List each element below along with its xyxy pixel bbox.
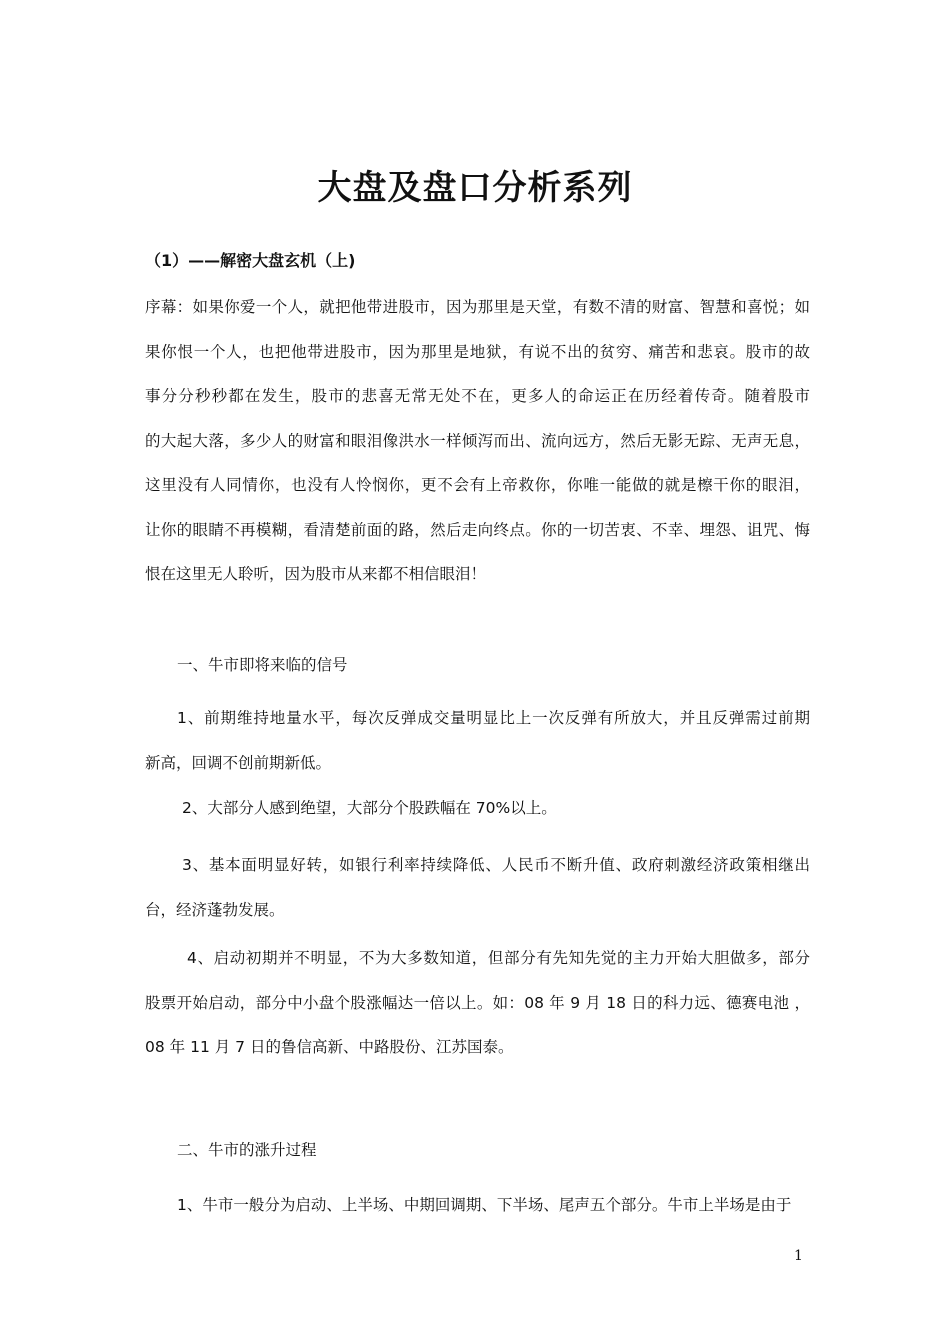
preface-line: 的大起大落，多少人的财富和眼泪像洪水一样倾泻而出、流向远方，然后无影无踪、无声无息， (145, 431, 810, 450)
document-title: 大盘及盘口分析系列 (317, 168, 633, 208)
page-number: 1 (794, 1248, 803, 1264)
paragraph-line: 台，经济蓬勃发展。 (145, 900, 285, 919)
preface-line: 果你恨一个人，也把他带进股市，因为那里是地狱，有说不出的贫穷、痛苦和悲哀。股市的故 (145, 342, 810, 361)
section-heading: 二、牛市的涨升过程 (177, 1141, 317, 1159)
section1-item2 (145, 786, 810, 831)
paragraph-line: 3、基本面明显好转，如银行利率持续降低、人民币不断升值、政府刺激经济政策相继出 (182, 856, 810, 874)
preface-line: 事分分秒秒都在发生，股市的悲喜无常无处不在，更多人的命运正在历经着传奇。随着股市 (145, 387, 810, 405)
paragraph-line: 4、启动初期并不明显，不为大多数知道，但部分有先知先觉的主力开始大胆做多，部分 (187, 949, 810, 967)
section-heading: 一、牛市即将来临的信号 (177, 656, 348, 674)
preface-line: 恨在这里无人聆听，因为股市从来都不相信眼泪！ (145, 565, 487, 583)
section1-item1 (145, 696, 810, 785)
paragraph-line: 1、前期维持地量水平，每次反弹成交量明显比上一次反弹有所放大，并且反弹需过前期 (177, 709, 810, 727)
preface-line: 这里没有人同情你，也没有人怜悯你，更不会有上帝救你，你唯一能做的就是檫干你的眼泪， (145, 476, 810, 494)
section2-item1 (145, 1183, 810, 1228)
section1-item3 (145, 843, 810, 932)
preface-paragraph (145, 285, 810, 597)
document-subtitle: （1）——解密大盘玄机（上) (145, 251, 356, 270)
paragraph-line: 股票开始启动，部分中小盘个股涨幅达一倍以上。如：08 年 9 月 18 日的科力远、德赛电池 ， (145, 993, 810, 1012)
preface-line: 序幕：如果你爱一个人，就把他带进股市，因为那里是天堂，有数不清的财富、智慧和喜悦；如 (145, 298, 810, 316)
section1-item4 (145, 936, 810, 1070)
paragraph-line: 新高，回调不创前期新低。 (145, 753, 332, 772)
paragraph-line: 2、大部分人感到绝望，大部分个股跌幅在 70%以上。 (182, 799, 557, 817)
preface-line: 让你的眼睛不再模糊，看清楚前面的路，然后走向终点。你的一切苦衷、不幸、埋怨、诅咒、悔 (145, 520, 810, 539)
paragraph-line: 08 年 11 月 7 日的鲁信高新、中路股份、江苏国泰。 (145, 1038, 514, 1056)
paragraph-line: 1、牛市一般分为启动、上半场、中期回调期、下半场、尾声五个部分。牛市上半场是由于 (177, 1196, 792, 1214)
